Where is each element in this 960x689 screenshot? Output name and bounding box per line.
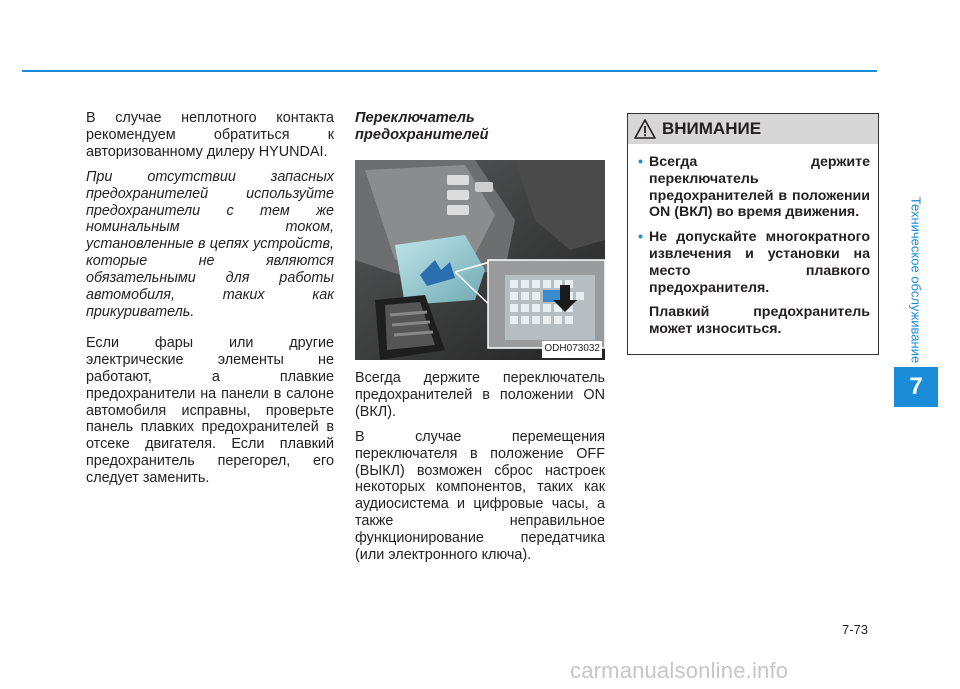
image-code: ODH073032 (542, 341, 602, 358)
page-number: 7-73 (842, 622, 869, 637)
bullet-dot-icon: • (638, 229, 643, 246)
caution-item-continuation: Плавкий предохранитель может износиться. (649, 304, 870, 338)
paragraph-contact: В случае неплотного контакта рекомендуем обратиться к авторизованному дилеру HYUNDAI. (86, 110, 334, 160)
fuse-switch-illustration (355, 160, 605, 360)
side-title-text: Техническое обслуживание (908, 196, 924, 364)
caution-header (628, 114, 878, 144)
caution-title: ВНИМАНИЕ (662, 119, 762, 138)
paragraph-engine-fuses: Если фары или другие электрические элементы не работают, а плавкие предохранители на панели в салоне автомобиля исправны, проверьте панель плавких предохранителей в отсеке двигателя. Если плавкий предохранитель перегорел, его следует заменить. (86, 334, 334, 487)
caution-body (638, 154, 870, 346)
paragraph-off-reset: В случае перемещения переключателя в положение OFF (ВЫКЛ) возможен сброс настроек некоторых компонентов, таких как аудиосистема и цифровые часы, а также неправильное функционирование передатчика (или электронного ключа). (355, 428, 605, 564)
caution-item (638, 229, 870, 296)
caution-box (627, 113, 879, 355)
header-rule (22, 70, 877, 72)
middle-column (355, 110, 605, 572)
watermark: carmanualsonline.info (570, 658, 789, 683)
left-column (86, 110, 334, 495)
section-title: Переключатель предохранителей (355, 110, 489, 143)
paragraph-keep-on: Всегда держите переключатель предохранителей в положении ON (ВКЛ). (355, 370, 605, 420)
fuse-switch-photo (355, 160, 605, 360)
caution-item-text: Не допускайте многократного извлечения и установки на место плавкого предохранителя. (649, 229, 870, 296)
section-side-title (908, 190, 924, 370)
caution-item (638, 154, 870, 221)
caution-item-text: Всегда держите переключатель предохранителей в положении ON (ВКЛ) во время движения. (649, 154, 870, 221)
warning-triangle-icon (634, 119, 656, 139)
paragraph-spare-fuses: При отсутствии запасных предохранителей используйте предохранители с тем же номинальным током, установленные в цепях устройств, которые не являются обязательными для работы автомобиля, таких как прикуриватель. (86, 168, 334, 320)
bullet-dot-icon: • (638, 154, 643, 170)
chapter-badge: 7 (894, 367, 938, 407)
